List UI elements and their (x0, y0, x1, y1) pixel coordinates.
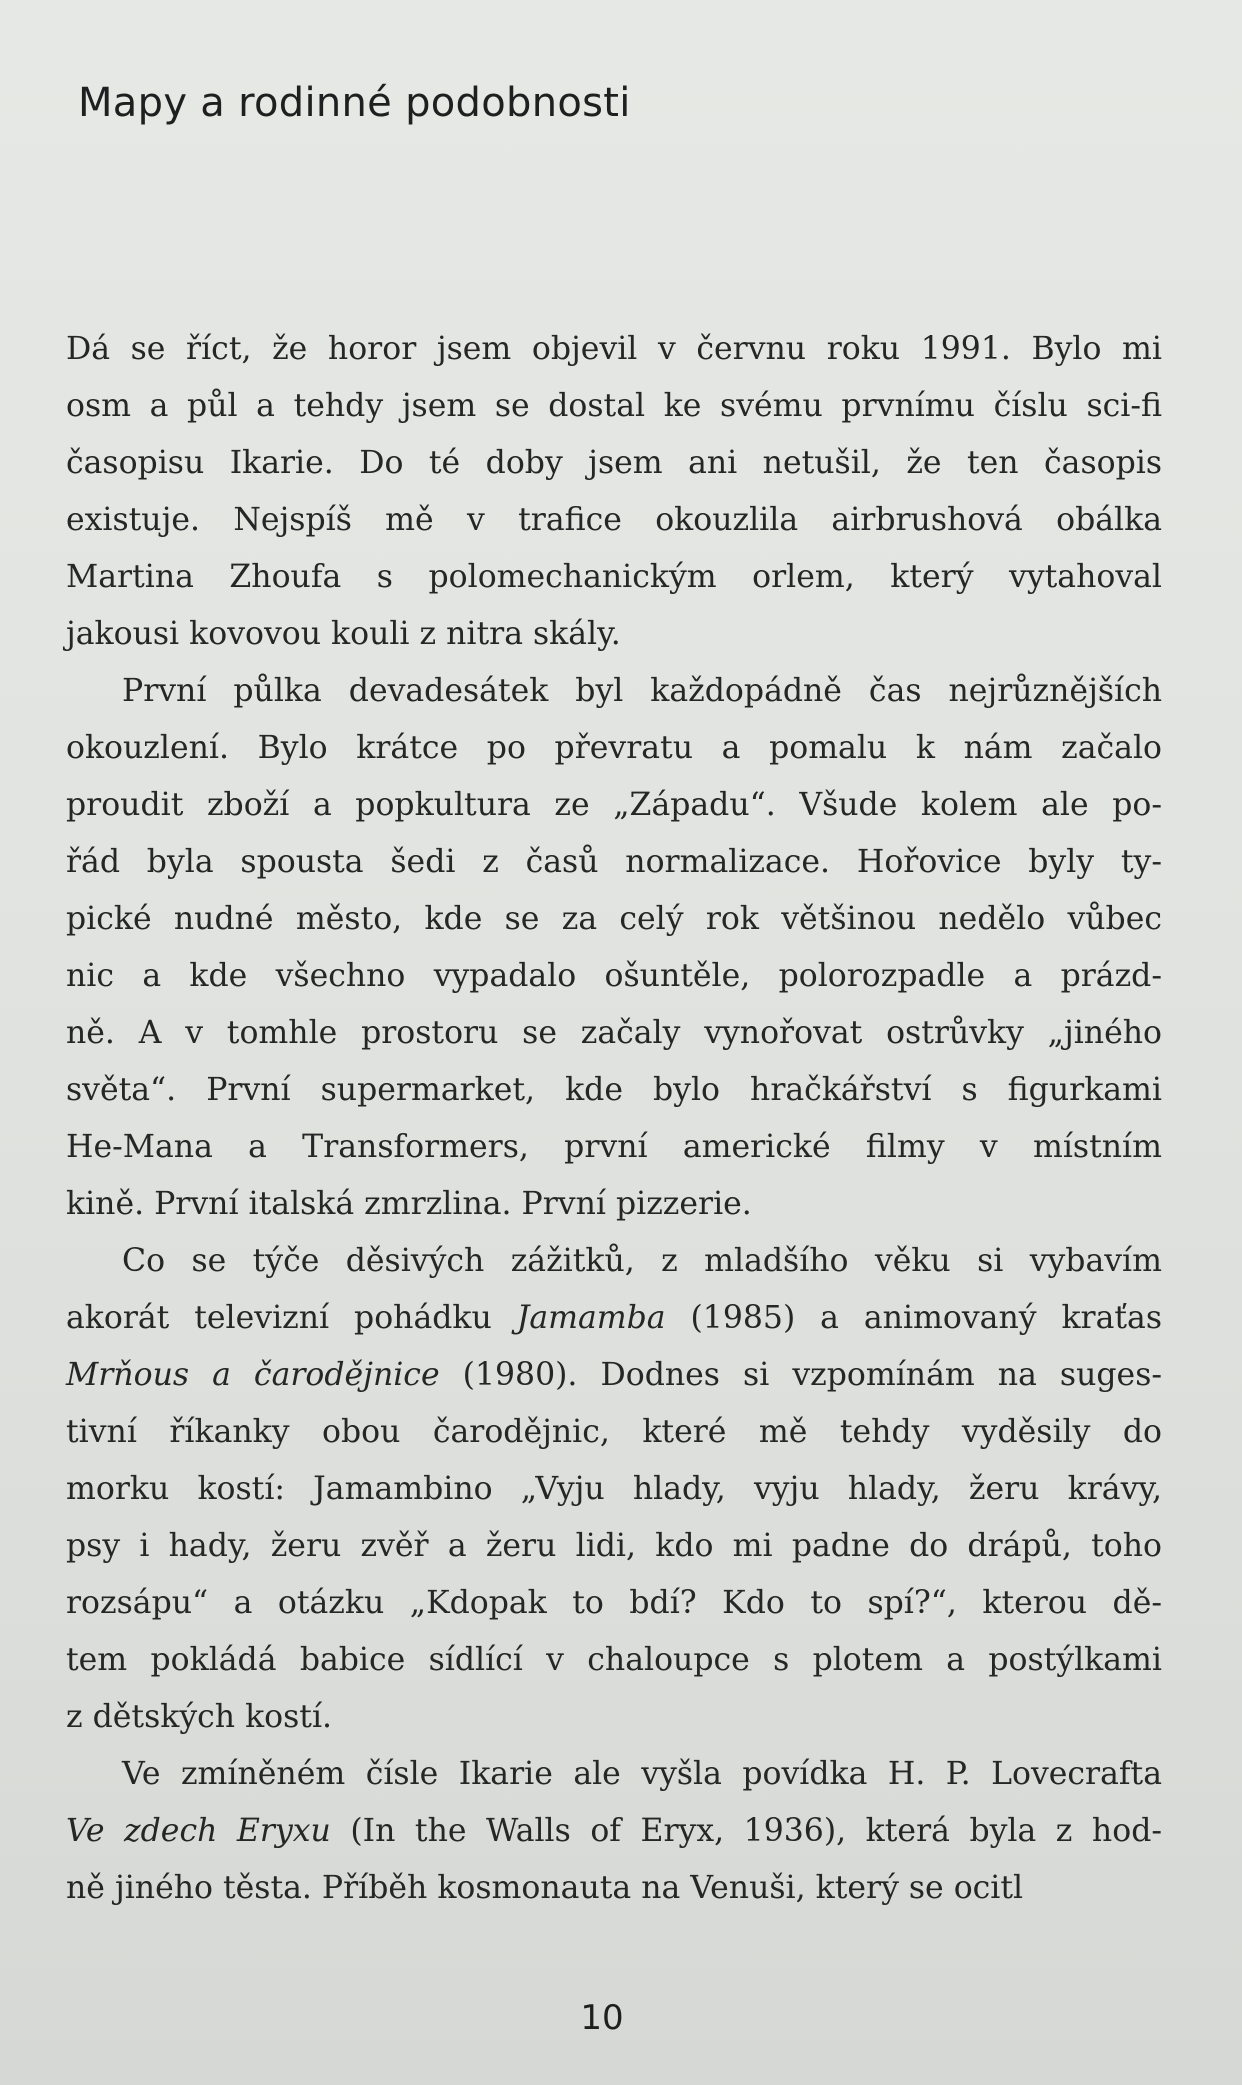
italic-title: Mrňous a čarodějnice (66, 1357, 440, 1393)
paragraph (66, 1233, 1162, 1746)
text-segment: jakousi kovovou kouli z nitra skály. (66, 616, 621, 652)
text-segment: existuje. Nejspíš mě v trafice okouzlila airbrushová obálka (66, 502, 1162, 538)
text-line (66, 492, 1162, 549)
text-segment: (In the Walls of Eryx, 1936), která byla z hod- (330, 1813, 1162, 1849)
text-segment: Dá se říct, že horor jsem objevil v červnu roku 1991. Bylo mi (66, 331, 1162, 367)
text-line (66, 435, 1162, 492)
text-line (66, 549, 1162, 606)
text-segment: (1980). Dodnes si vzpomínám na suges- (439, 1357, 1162, 1393)
text-segment: řád byla spousta šedi z časů normalizace. Hořovice byly ty- (66, 844, 1162, 880)
body-text (66, 321, 1162, 1917)
text-line (66, 321, 1162, 378)
italic-title: Ve zdech Eryxu (66, 1813, 331, 1849)
text-segment: z dětských kostí. (66, 1699, 333, 1735)
text-line (66, 834, 1162, 891)
text-segment: psy i hady, žeru zvěř a žeru lidi, kdo mi padne do drápů, toho (66, 1528, 1162, 1564)
text-line (66, 948, 1162, 1005)
text-line (66, 1347, 1162, 1404)
text-segment: nic a kde všechno vypadalo ošuntěle, polorozpadle a prázd- (66, 958, 1162, 994)
text-line (66, 891, 1162, 948)
paragraph (66, 663, 1162, 1233)
text-segment: morku kostí: Jamambino „Vyju hlady, vyju hlady, žeru krávy, (66, 1471, 1162, 1507)
paragraph (66, 321, 1162, 663)
italic-title: Jamamba (516, 1300, 666, 1336)
text-line (66, 1005, 1162, 1062)
text-line (66, 1860, 1162, 1917)
text-line (66, 1803, 1162, 1860)
paragraph (66, 1746, 1162, 1917)
text-line (66, 1575, 1162, 1632)
text-segment: He-Mana a Transformers, první americké filmy v místním (66, 1129, 1162, 1165)
text-segment: akorát televizní pohádku (66, 1300, 517, 1336)
text-line (66, 663, 1162, 720)
text-segment: První půlka devadesátek byl každopádně čas nejrůznějších (122, 673, 1162, 709)
text-line (66, 1461, 1162, 1518)
text-line (66, 1062, 1162, 1119)
text-line (66, 1404, 1162, 1461)
text-segment: proudit zboží a popkultura ze „Západu“. Všude kolem ale po- (66, 787, 1162, 823)
text-segment: tivní říkanky obou čarodějnic, které mě tehdy vyděsily do (66, 1414, 1162, 1450)
text-segment: pické nudné město, kde se za celý rok většinou nedělo vůbec (66, 901, 1162, 937)
text-segment: okouzlení. Bylo krátce po převratu a pomalu k nám začalo (66, 730, 1162, 766)
text-line (66, 606, 1162, 663)
text-segment: tem pokládá babice sídlící v chaloupce s plotem a postýlkami (66, 1642, 1162, 1678)
text-segment: rozsápu“ a otázku „Kdopak to bdí? Kdo to spí?“, kterou dě- (66, 1585, 1162, 1621)
text-line (66, 378, 1162, 435)
text-line (66, 1746, 1162, 1803)
text-line (66, 1176, 1162, 1233)
text-line (66, 1290, 1162, 1347)
text-line (66, 720, 1162, 777)
text-line (66, 1518, 1162, 1575)
text-segment: světa“. První supermarket, kde bylo hračkářství s figurkami (66, 1072, 1162, 1108)
text-line (66, 1689, 1162, 1746)
text-segment: ně. A v tomhle prostoru se začaly vynořovat ostrůvky „jiného (66, 1015, 1162, 1051)
text-segment: kině. První italská zmrzlina. První pizzerie. (66, 1186, 752, 1222)
text-segment: Martina Zhoufa s polomechanickým orlem, který vytahoval (66, 559, 1162, 595)
text-segment: (1985) a animovaný kraťas (665, 1300, 1162, 1336)
text-segment: časopisu Ikarie. Do té doby jsem ani netušil, že ten časopis (66, 445, 1162, 481)
text-line (66, 1632, 1162, 1689)
text-segment: Co se týče děsivých zážitků, z mladšího věku si vybavím (122, 1243, 1162, 1279)
text-line (66, 777, 1162, 834)
text-segment: ně jiného těsta. Příběh kosmonauta na Venuši, který se ocitl (66, 1870, 1024, 1906)
page-number: 10 (580, 1998, 624, 2038)
chapter-title: Mapy a rodinné podobnosti (78, 80, 631, 126)
text-segment: Ve zmíněném čísle Ikarie ale vyšla povídka H. P. Lovecrafta (122, 1756, 1162, 1792)
text-segment: osm a půl a tehdy jsem se dostal ke svému prvnímu číslu sci-fi (66, 388, 1162, 424)
text-line (66, 1233, 1162, 1290)
text-line (66, 1119, 1162, 1176)
